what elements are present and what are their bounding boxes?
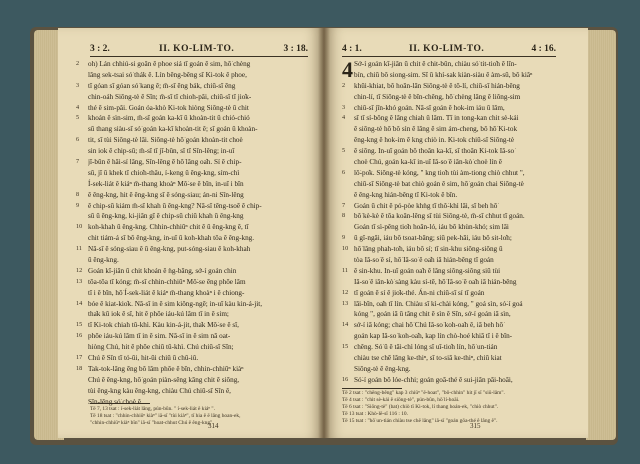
verse-number: 4 <box>76 103 80 111</box>
verse-number <box>76 211 88 222</box>
text-line <box>342 201 558 212</box>
line-text: ū êng-kng. <box>88 256 119 265</box>
line-text: ê siōng-tè hō͘ bô sìn ê lâng ê sim ám-cheng, bô hō͘ Ki-tok <box>354 125 518 134</box>
text-line <box>342 157 558 168</box>
text-line <box>342 342 558 353</box>
footnote: Tē 15 tsat : "hō͘ un-tián chiàu tse chē lâng" iā-sī "goán gōa-thé ê lâng ê". <box>342 418 498 424</box>
line-text: Iâ-so͘ ê iân-kò͘ sàng kàu sí-tē, hō͘ Iâ-so͘ ê oa̍h iā hián-bêng <box>354 277 517 286</box>
line-text: Tak-tok-lâng ēng bô lâm phōe ê bīn, chhin-chhiūⁿ kiàⁿ <box>88 364 244 373</box>
footnote: Tē 13 tsat : Khò-lē-sî 116 : 10. <box>342 411 408 417</box>
verse-number: 16 <box>76 332 83 340</box>
line-text: hō͘ lâng phah-to̍h, iáu bô sí; tī sin-khu siông-siông ū <box>354 245 503 254</box>
line-text: tha̍k kū iok ê sî, hit ê phōe iáu-kú lâm tī in ê sim; <box>88 310 229 319</box>
right-page <box>324 28 588 438</box>
verse-number: 13 <box>76 277 83 285</box>
verse-number: 8 <box>76 190 80 198</box>
verse-number <box>342 309 354 320</box>
line-text: koh-khah ū êng-kng. Chhin-chhiūⁿ chit ê ū êng-kng ê, tī <box>88 223 249 232</box>
line-text: choè Chú, goán ka-kī in-uī Iâ-so͘ ê iân-kò͘ choè lín ê <box>354 158 502 167</box>
verse-number: 12 <box>342 288 349 296</box>
line-text: tī góan sī góan só͘ kang ê; m̄-sī ēng bák, chiū-sī ēng <box>88 81 236 90</box>
text-line <box>342 299 558 310</box>
verse-number: 10 <box>342 245 349 253</box>
right-header-title: II. KO-LIM-TO. <box>409 44 485 54</box>
verse-number <box>76 124 88 135</box>
text-line <box>342 364 558 375</box>
verse-number <box>342 277 354 288</box>
text-line <box>76 70 308 81</box>
verse-number: 17 <box>76 354 83 362</box>
verse-number <box>342 190 354 201</box>
text-line <box>342 135 558 146</box>
text-line <box>76 190 308 201</box>
text-line <box>342 331 558 342</box>
line-text: lāi-bīn, oa̍h tī lín. Chiàu sī kì-chài kóng, " goá sìn, só͘-í goá <box>354 299 523 308</box>
verse-number <box>76 288 88 299</box>
line-text: ê sin-khu. In-uī goán oa̍h ê lâng siông-siông siū tùi <box>354 266 501 275</box>
verse-number: 5 <box>76 114 80 122</box>
footnote: Tē 7, 13 tsat : í-sek-liát lâng, pún-bûn. " í-sek-liát ê kiáⁿ ". <box>90 406 215 412</box>
line-text: tit, sī tùi Siōng-tè lâi. Siōng-tè hō͘ goán khoàn-tit choè <box>88 136 243 145</box>
line-text: chit tiám-á sī bô êng-kng, in-uī ū koh-khah tōa ê êng-kng. <box>88 234 255 243</box>
right-footnote-rule <box>342 388 402 389</box>
chapter-number: 4 <box>342 57 353 82</box>
verse-number <box>76 375 88 386</box>
verse-number <box>76 397 88 408</box>
right-header-ref-end: 4 : 16. <box>531 44 556 54</box>
text-line <box>76 266 308 277</box>
line-text: Sớ-í goán kī-jiân ū chit ê chit-bûn, chiàu só͘ tit-tio̍h ê lîn- <box>354 60 517 68</box>
line-text: chêng. Só͘ ū ê tāi-chì lóng sī uī-tio̍h lín, hō͘ un-tián <box>354 343 498 352</box>
verse-number: 4 <box>342 114 346 122</box>
verse-number: 3 <box>76 81 80 89</box>
left-footnotes <box>90 406 308 427</box>
line-text: tī Ki-tok chiah tû-khì. Kàu kin-á-jit, tha̍k Mô͘-se ê sî, <box>88 321 239 330</box>
line-text: kóng ", goán iā ū tâng chit ê sìn ê Sîn, sớ-í goán iā sìn, <box>354 310 511 319</box>
text-line <box>342 353 558 364</box>
text-line <box>342 288 558 299</box>
text-line <box>76 233 308 244</box>
left-header-ref-end: 3 : 18. <box>283 44 308 54</box>
text-line <box>76 386 308 397</box>
verse-number <box>76 146 88 157</box>
text-line <box>76 320 308 331</box>
verse-number: 13 <box>342 299 349 307</box>
text-line <box>342 92 558 103</box>
line-text: Sîn-lêng só͘ choè ê. <box>88 397 143 406</box>
line-text: Só͘-í goán bô lóe-chhi; goán goā-thé ê sui-jiân pāi-hoāi, <box>354 375 513 384</box>
verse-number <box>76 342 88 353</box>
left-header-ref-start: 3 : 2. <box>90 44 110 54</box>
left-page-body <box>76 59 308 408</box>
text-line <box>76 157 308 168</box>
line-text: sī tī sí-bông ê lâng chiah ū lâm. Tī in tong-kan chit sè-kái <box>354 114 519 123</box>
text-line <box>342 103 558 114</box>
line-text: Goán kī-jiân ū chit khoán ê ǹg-bāng, sớ-í goán chin <box>88 266 237 275</box>
line-text: sū ū êng-kng, ki-jiân gī ê chip-sū chiū khah ū êng-kng <box>88 212 244 221</box>
text-line <box>342 113 558 124</box>
left-page-number: 314 <box>208 422 219 430</box>
verse-number: 16 <box>342 375 349 383</box>
text-line <box>76 124 308 135</box>
line-text: bín, chiū bô siong-sim. Sī ū khí-sak kiàn-siàu ê àm-sū, bô kiâⁿ <box>354 70 533 79</box>
text-line <box>76 244 308 255</box>
text-line <box>342 375 558 386</box>
line-text: tī goán ē sí ê jio̍k-thé. Án-ni chiū-sī sí tī goán <box>354 288 485 297</box>
verse-number <box>76 70 88 81</box>
line-text: sū, jī ū khek tī chio̍h-thâu, í-keng ū êng-kng, sím-chì <box>88 168 240 177</box>
verse-number: 15 <box>76 321 83 329</box>
verse-number <box>342 179 354 190</box>
text-line <box>342 179 558 190</box>
verse-number <box>342 331 354 342</box>
line-text: tòa Iâ-so͘ ê sí, hō͘ Iâ-so͘ ê oa̍h iā hián-bêng tī goán <box>354 256 494 265</box>
line-text: sớ-í iā kóng; chai hō͘ Chú Iâ-so͘ koh-oa̍h ê, iā beh hō͘ <box>354 321 504 330</box>
line-text: khoán ê sìn-sim, m̄-sī goán ka-kī ū khoàn-tit ū chió-chió <box>88 114 250 123</box>
text-line <box>76 375 308 386</box>
verse-number: 14 <box>76 299 83 307</box>
text-line <box>342 255 558 266</box>
text-line <box>76 103 308 114</box>
verse-number <box>342 364 354 375</box>
text-line <box>76 135 308 146</box>
text-line <box>76 201 308 212</box>
right-footnotes <box>342 390 558 425</box>
text-line <box>342 211 558 222</box>
line-text: jī-bûn ē hāi-sí lâng, Sîn-lêng ē hō͘ lâng oa̍h. Sí ê chip- <box>88 158 242 167</box>
line-text: chin-oáh Siōng-tè ê Sîn; m̄-sī tī chioh-pâi, chiū-sī tī jio̍k- <box>88 92 252 101</box>
text-line <box>76 211 308 222</box>
footnote: Tē 18 tsat : "chhin-chhiūⁿ kiàⁿ" iā-sī "tùi kiàⁿ", tī hia ê ē lâng hoan-ek, <box>90 413 241 419</box>
footnote: "chhin-chhiūⁿ kiàⁿ bīn" iā-sī "hoat-chhut Chú ê êng-kng". <box>90 420 214 426</box>
verse-number: 2 <box>76 60 80 67</box>
text-line <box>76 59 308 70</box>
book-gutter <box>318 28 330 438</box>
verse-number <box>76 92 88 103</box>
footnote: Tē 2 tsat : "chēng-bêng" kap 3 chiūⁿ "ē-hoat", "bô-chhin" hit jī sī "siū-lâm". <box>342 390 505 396</box>
line-text: sin iok ê chip-sū; m̄-sī tī jī-bûn, sī tī Sîn-lêng; in-uī <box>88 147 235 156</box>
line-text: ê siōng. In-uī goán bô thoân ka-kī, sī thoân Ki-tok Iâ-so͘ <box>354 147 515 156</box>
verse-number: 8 <box>342 212 346 220</box>
verse-number: 18 <box>76 364 83 372</box>
text-line <box>76 146 308 157</box>
text-line <box>76 81 308 92</box>
verse-number: 9 <box>342 234 346 242</box>
line-text: hiòng Chú, hit ê phōe chiū tû-khì. Chú chiū-sī Sîn; <box>88 343 234 352</box>
text-line <box>342 168 558 179</box>
line-text: ū gî-ngāi, iáu bô tsoat-bāng; siū pek-hāi, iáu bô sit-lo̍h; <box>354 234 512 243</box>
right-header-ref-start: 4 : 1. <box>342 44 362 54</box>
text-line <box>342 190 558 201</box>
left-header-title: II. KO-LIM-TO. <box>159 44 235 54</box>
verse-number <box>76 386 88 397</box>
line-text: sū thang siàu-sī só͘ goán ka-kī khoàn-tit ê; sī goán ū khoàn- <box>88 125 258 134</box>
verse-number: 6 <box>342 168 346 176</box>
verse-number: 15 <box>342 343 349 351</box>
line-text: Goán ū chit ê pó-pòe khǹg tī thô͘-khì lāi, sī beh hō͘ <box>354 201 498 210</box>
text-line <box>76 342 308 353</box>
verse-number: 11 <box>342 266 348 274</box>
line-text: tī i ê bīn, hō͘ Í-sek-liát ê kiáⁿ m̄-thang khoàⁿ i ê chiong- <box>88 288 245 297</box>
line-text: lô͘-po̍k. Siōng-tè kóng, " kng tio̍h tùi àm-tiong chiò chhut ", <box>354 168 525 177</box>
verse-number <box>76 255 88 266</box>
verse-number: 6 <box>76 136 80 144</box>
line-text: chiū-sī jīn-khó goán. Nā-sī goán ê hok-im iáu ū lâm, <box>354 103 505 112</box>
text-line <box>342 59 558 70</box>
line-text: thé ê sim-pâi. Goán óa-khò Ki-tok hiòng Siōng-tè ū chit <box>88 103 249 112</box>
text-line <box>342 266 558 277</box>
text-line <box>342 320 558 331</box>
line-text: ê chip-sū kiám m̄-sī khah ū êng-kng? Nā-sī tēng-tsoē ê chip- <box>88 201 262 210</box>
line-text: bóe ê kiat-kio̍k. Nā-sī in ê sim kiông-ngē; in-uī kàu kin-á-jit, <box>88 299 263 308</box>
line-text: ê êng-kng hián-bêng tī Ki-tok ê bīn. <box>354 190 458 199</box>
verse-number <box>342 135 354 146</box>
text-line <box>342 146 558 157</box>
footnote: Tē 4 tsat : "chit sè-kái ê siōng-tè", pún-bûn, hō͘ lí-hoāi. <box>342 397 460 403</box>
text-line <box>342 81 558 92</box>
text-line <box>342 309 558 320</box>
verse-number <box>342 353 354 364</box>
verse-number <box>342 222 354 233</box>
line-text: tōa-tōa tī kóng; m̄-sī chhin-chhiūⁿ Mô͘-se ēng phōe lâm <box>88 277 246 286</box>
right-page-body <box>342 59 558 386</box>
verse-number <box>342 255 354 266</box>
line-text: Siōng-tè ê êng-kng. <box>354 364 411 373</box>
verse-number <box>342 92 354 103</box>
left-page <box>58 28 324 438</box>
text-line <box>76 92 308 103</box>
text-line <box>76 299 308 310</box>
text-line <box>76 364 308 375</box>
line-text: lâng sek-tsai só͘ thák ê. Lín bêng-bêng sī Ki-tok ê phoe, <box>88 70 247 79</box>
verse-number <box>342 70 354 81</box>
line-text: Goán tī sì-pêng tio̍h hoân-ló, iáu bô khùn-khó; sim lāi <box>354 223 509 232</box>
right-page-edges <box>586 30 616 440</box>
text-line <box>76 288 308 299</box>
line-text: ê êng-kng, hit ê êng-kng sī ē sóng-siau; án-ni Sîn-lêng <box>88 190 244 199</box>
text-line <box>342 244 558 255</box>
text-line <box>342 277 558 288</box>
line-text: tùi êng-kng kàu êng-kng, chiàu Chú chiū-sī Sîn ê, <box>88 386 231 395</box>
line-text: phōe iáu-kú lâm tī in ê sim. Nā-sī in ê sim nā oat- <box>88 332 231 341</box>
line-text: chin-lí, tī Siōng-tè ê bīn-chêng, hō͘ chèng lâng ê liông-sim <box>354 92 521 101</box>
line-text: Chú ê êng-kng, hō͘ goán piàn-sêng kāng chit ê siōng, <box>88 375 240 384</box>
verse-number: 10 <box>76 223 83 231</box>
verse-number: 3 <box>342 103 346 111</box>
line-text: Nā-sī ē sóng-siau ê ū êng-kng, put-sóng-siau ê koh-khah <box>88 245 251 254</box>
verse-number <box>76 309 88 320</box>
footnote: Tē 6 tsat : "Siōng-tè" (bat) chiò tī Ki-tok, lí thang hoán-ek, "chiò chhut". <box>342 404 499 410</box>
line-text: oh) Lán chhiú-si goân ê phoe siá tī goán ê sim, hō͘ chèng <box>88 60 251 68</box>
line-text: Chú ê Sîn tī tó-ūi, hit-ūi chiū ū chū-iû. <box>88 354 199 363</box>
text-line <box>342 222 558 233</box>
line-text: goán kap Iâ-so͘ koh-oa̍h, kap lín chò-hoé khiā tī i ê bīn- <box>354 332 513 341</box>
verse-number <box>342 157 354 168</box>
verse-number <box>76 233 88 244</box>
verse-number: 12 <box>76 266 83 274</box>
verse-number <box>76 168 88 179</box>
line-text: êng-kng ê hok-im ê kng chiò in. Ki-tok chiū-sī Siōng-tè <box>354 136 515 145</box>
verse-number <box>342 124 354 135</box>
left-footnote-rule <box>90 403 150 404</box>
text-line <box>342 124 558 135</box>
left-page-header <box>90 42 308 57</box>
verse-number: 14 <box>342 321 349 329</box>
right-page-number: 315 <box>470 422 481 430</box>
text-line <box>76 168 308 179</box>
text-line <box>76 179 308 190</box>
verse-number: 9 <box>76 201 80 209</box>
verse-number: 7 <box>76 158 80 166</box>
text-line <box>76 277 308 288</box>
text-line <box>76 309 308 320</box>
line-text: bô͘ kè-kè ê tōa koân-lêng sī tùi Siōng-tè, m̄-sī chhut tī goán. <box>354 212 525 221</box>
text-line <box>76 255 308 266</box>
text-line <box>342 233 558 244</box>
verse-number <box>342 59 354 70</box>
line-text: khūi-khiat, bô hoān-lān Siōng-tè ê tō-lí, chiū-sī hián-bêng <box>354 81 520 90</box>
verse-number: 5 <box>342 147 346 155</box>
line-text: Í-sek-liát ê kiáⁿ m̄-thang khoàⁿ Mô͘-se ê bīn, in-uī i bīn <box>88 179 244 188</box>
verse-number <box>76 179 88 190</box>
line-text: chiū-sī Siōng-tè bat chiò goán ê sim, hō͘ goán chai Siōng-tè <box>354 179 524 188</box>
text-line <box>76 222 308 233</box>
verse-number: 7 <box>342 201 346 209</box>
right-page-header <box>342 42 556 57</box>
verse-number: 2 <box>342 81 346 89</box>
text-line <box>76 353 308 364</box>
verse-number: 11 <box>76 245 82 253</box>
text-line <box>76 113 308 124</box>
text-line <box>342 70 558 81</box>
line-text: chiàu tse chē lâng ke-thiⁿ, sī to-siā ke-thiⁿ, chiū kiat <box>354 354 502 363</box>
text-line <box>76 331 308 342</box>
